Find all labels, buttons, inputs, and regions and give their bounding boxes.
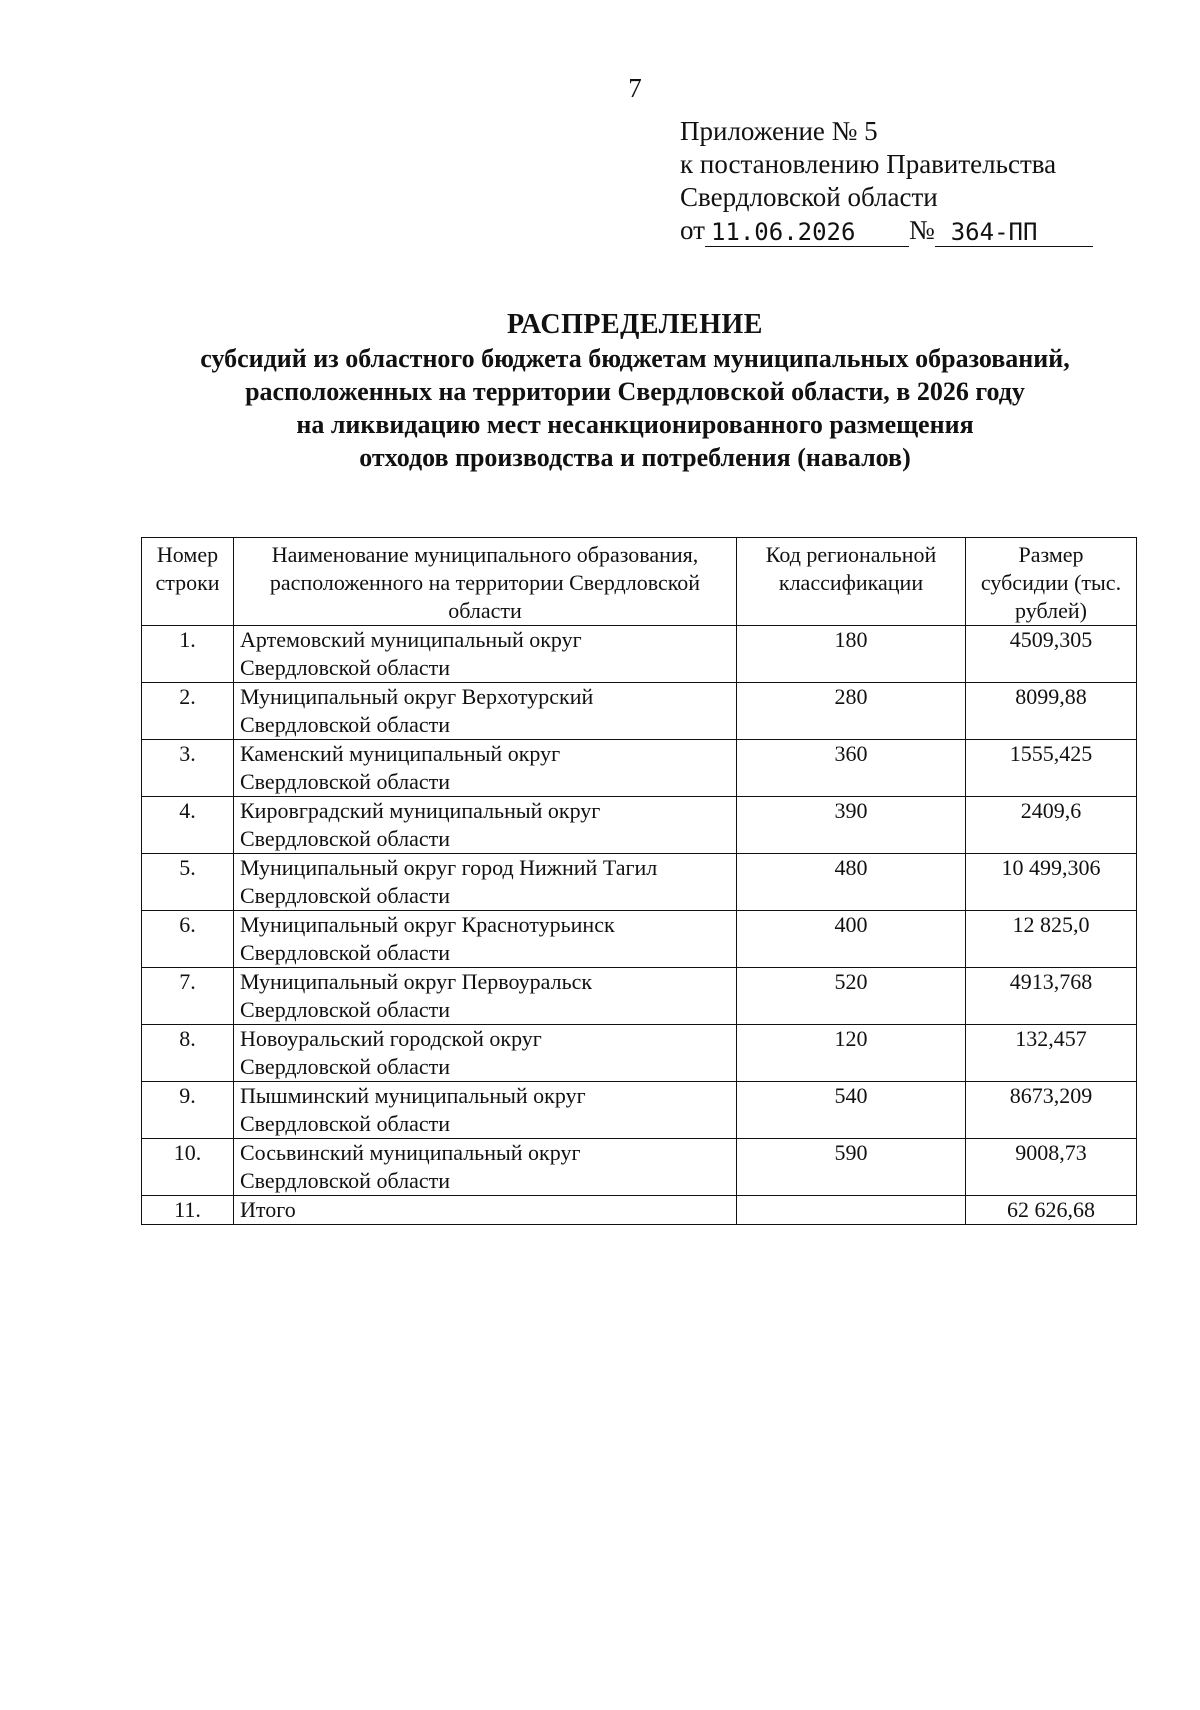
table-row xyxy=(142,626,1137,683)
cell-region-code: 590 xyxy=(737,1139,966,1196)
cell-municipality xyxy=(234,1082,737,1139)
header-subsidy-amount: Размер субсидии (тыс. рублей) xyxy=(966,538,1137,626)
table-total-row xyxy=(142,1196,1137,1225)
municipality-name: Муниципальный округ Краснотурьинск xyxy=(240,912,615,937)
municipality-region: Свердловской области xyxy=(240,826,450,851)
table-row xyxy=(142,797,1137,854)
cell-subsidy-amount: 2409,6 xyxy=(966,797,1137,854)
cell-row-number: 1. xyxy=(142,626,234,683)
cell-municipality xyxy=(234,968,737,1025)
municipality-name: Муниципальный округ Верхотурский xyxy=(240,684,594,709)
table-row xyxy=(142,854,1137,911)
annex-resolution: к постановлению Правительства xyxy=(680,149,1057,179)
header-row-number: Номер строки xyxy=(142,538,234,626)
cell-row-number: 10. xyxy=(142,1139,234,1196)
municipality-name: Муниципальный округ город Нижний Тагил xyxy=(240,855,658,880)
cell-total-amount: 62 626,68 xyxy=(966,1196,1137,1225)
cell-municipality xyxy=(234,1025,737,1082)
cell-subsidy-amount: 9008,73 xyxy=(966,1139,1137,1196)
municipality-name: Пышминский муниципальный округ xyxy=(240,1083,586,1108)
cell-row-number: 5. xyxy=(142,854,234,911)
cell-municipality xyxy=(234,1139,737,1196)
cell-municipality xyxy=(234,797,737,854)
annex-region: Свердловской области xyxy=(680,182,938,212)
cell-region-code: 280 xyxy=(737,683,966,740)
cell-region-code: 390 xyxy=(737,797,966,854)
municipality-region: Свердловской области xyxy=(240,1111,450,1136)
header-region-code: Код региональной классификации xyxy=(737,538,966,626)
annex-number-label: № xyxy=(908,215,935,245)
cell-municipality xyxy=(234,854,737,911)
title-line: расположенных на территории Свердловской области, в 2026 году xyxy=(245,377,1025,406)
municipality-region: Свердловской области xyxy=(240,997,450,1022)
table-row xyxy=(142,683,1137,740)
title-line: на ликвидацию мест несанкционированного размещения xyxy=(296,410,974,439)
annex-block xyxy=(680,115,1093,247)
cell-region-code: 540 xyxy=(737,1082,966,1139)
document-title xyxy=(100,308,1170,474)
cell-row-number: 7. xyxy=(142,968,234,1025)
cell-row-number: 4. xyxy=(142,797,234,854)
cell-subsidy-amount: 4509,305 xyxy=(966,626,1137,683)
cell-municipality xyxy=(234,683,737,740)
table-row xyxy=(142,1139,1137,1196)
municipality-region: Свердловской области xyxy=(240,1054,450,1079)
table-header-row xyxy=(142,538,1137,626)
page-number: 7 xyxy=(628,73,642,103)
table-row xyxy=(142,740,1137,797)
cell-row-number: 9. xyxy=(142,1082,234,1139)
cell-row-number: 3. xyxy=(142,740,234,797)
municipality-region: Свердловской области xyxy=(240,940,450,965)
municipality-region: Свердловской области xyxy=(240,769,450,794)
cell-region-code: 400 xyxy=(737,911,966,968)
cell-municipality xyxy=(234,911,737,968)
header-municipality: Наименование муниципального образования, расположенного на территории Свердловской области xyxy=(234,538,737,626)
municipality-name: Каменский муниципальный округ xyxy=(240,741,561,766)
municipality-name: Муниципальный округ Первоуральск xyxy=(240,969,593,994)
cell-region-code: 360 xyxy=(737,740,966,797)
cell-region-code: 480 xyxy=(737,854,966,911)
cell-subsidy-amount: 1555,425 xyxy=(966,740,1137,797)
cell-municipality xyxy=(234,740,737,797)
cell-row-number: 6. xyxy=(142,911,234,968)
annex-from-label: от xyxy=(680,215,705,245)
title-line: субсидий из областного бюджета бюджетам муниципальных образований, xyxy=(200,344,1070,373)
municipality-name: Артемовский муниципальный округ xyxy=(240,627,582,652)
cell-region-code: 520 xyxy=(737,968,966,1025)
table-row xyxy=(142,1025,1137,1082)
municipality-region: Свердловской области xyxy=(240,712,450,737)
municipality-name: Новоуральский городской округ xyxy=(240,1026,542,1051)
cell-region-code xyxy=(737,1196,966,1225)
annex-number: 364-ПП xyxy=(935,218,1093,247)
cell-subsidy-amount: 8673,209 xyxy=(966,1082,1137,1139)
annex-date: 11.06.2026 xyxy=(705,218,909,247)
cell-subsidy-amount: 132,457 xyxy=(966,1025,1137,1082)
cell-subsidy-amount: 12 825,0 xyxy=(966,911,1137,968)
table-row xyxy=(142,911,1137,968)
allocation-table xyxy=(141,537,1137,1225)
cell-row-number: 11. xyxy=(142,1196,234,1225)
cell-row-number: 2. xyxy=(142,683,234,740)
municipality-region: Свердловской области xyxy=(240,1168,450,1193)
municipality-region: Свердловской области xyxy=(240,655,450,680)
cell-subsidy-amount: 4913,768 xyxy=(966,968,1137,1025)
title-main: РАСПРЕДЕЛЕНИЕ xyxy=(507,309,763,340)
cell-subsidy-amount: 8099,88 xyxy=(966,683,1137,740)
table-row xyxy=(142,1082,1137,1139)
cell-row-number: 8. xyxy=(142,1025,234,1082)
table-row xyxy=(142,968,1137,1025)
municipality-region: Свердловской области xyxy=(240,883,450,908)
cell-region-code: 180 xyxy=(737,626,966,683)
municipality-name: Кировградский муниципальный округ xyxy=(240,798,601,823)
annex-title: Приложение № 5 xyxy=(680,116,878,146)
cell-total-label: Итого xyxy=(234,1196,737,1225)
cell-region-code: 120 xyxy=(737,1025,966,1082)
cell-municipality xyxy=(234,626,737,683)
annex-stamp-line xyxy=(680,214,1093,247)
cell-subsidy-amount: 10 499,306 xyxy=(966,854,1137,911)
municipality-name: Сосьвинский муниципальный округ xyxy=(240,1140,581,1165)
title-line: отходов производства и потребления (навалов) xyxy=(359,443,911,472)
